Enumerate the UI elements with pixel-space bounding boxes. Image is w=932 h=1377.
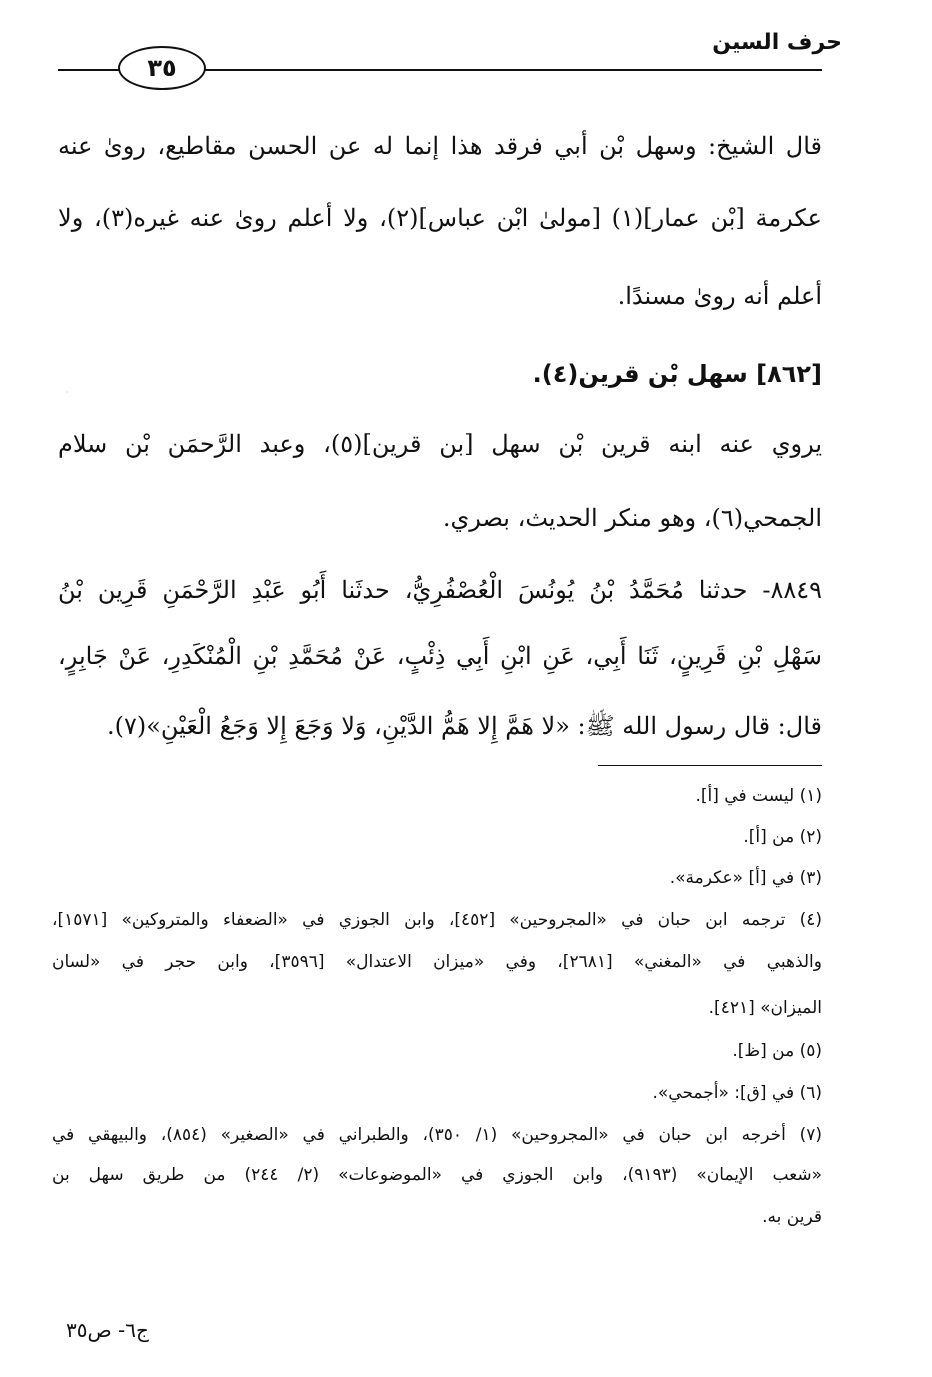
footnote-continuation: الميزان» [٤٢١].: [708, 998, 822, 1018]
footnote-separator: [598, 765, 822, 766]
body-line: الجمحي(٦)، وهو منكر الحديث، بصري.: [442, 504, 822, 532]
footnote: (٧) أخرجه ابن حبان في «المجروحين» (١/ ٣٥٠)، والطبراني في «الصغير» (٨٥٤)، والبيهقي في: [52, 1125, 823, 1145]
footnote: (٥) من [ظ].: [732, 1041, 822, 1061]
footnote: (٣) في [أ] «عكرمة».: [669, 868, 822, 888]
body-line: يروي عنه ابنه قرين بْن سهل [بن قرين](٥)، وعبد الرَّحمَن بْن سلام: [58, 430, 822, 458]
scan-speck: ·: [66, 388, 69, 397]
footnote-continuation: والذهبي في «المغني» [٢٦٨١]، وفي «ميزان الاعتدال» [٣٥٩٦]، وابن حجر في «لسان: [52, 952, 822, 972]
running-header: حرف السين: [712, 30, 842, 55]
footnote: (٢) من [أ].: [743, 827, 822, 847]
hadith-line: سَهْلِ بْنِ قَرِينٍ، ثَنَا أَبِي، عَنِ ابْنِ أَبِي ذِئْبٍ، عَنْ مُحَمَّدِ بْنِ الْمُنْكَدِرِ، عَنْ جَابِرٍ،: [58, 642, 822, 670]
body-line: أعلم أنه روىٰ مسندًا.: [617, 282, 822, 310]
hadith-line: ٨٨٤٩- حدثنا مُحَمَّدُ بْنُ يُونُسَ الْعُصْفُرِيُّ، حدثَنا أَبُو عَبْدِ الرَّحْمَنِ قَرِين بْنُ: [58, 576, 822, 604]
footnote: (٦) في [ق]: «أجمحي».: [652, 1083, 822, 1103]
page-number: ٣٥: [118, 46, 206, 90]
footer-signature: ج٦- ص٣٥: [66, 1318, 149, 1342]
entry-heading: [٨٦٢] سهل بْن قرين(٤).: [532, 360, 822, 388]
footnote: (١) ليست في [أ].: [695, 786, 822, 806]
footnote: (٤) ترجمه ابن حبان في «المجروحين» [٤٥٢]، وابن الجوزي في «الضعفاء والمتروكين» [١٥٧١]،: [52, 910, 823, 930]
footnote-continuation: «شعب الإيمان» (٩١٩٣)، وابن الجوزي في «الموضوعات» (٢/ ٢٤٤) من طريق سهل بن: [52, 1165, 822, 1185]
body-line: عكرمة [بْن عمار](١) [مولىٰ ابْن عباس](٢)، ولا أعلم روىٰ عنه غيره(٣)، ولا: [58, 204, 822, 232]
hadith-line: قال: قال رسول الله ﷺ: «لا هَمَّ إِلا هَمُّ الدَّيْنِ، وَلا وَجَعَ إِلا وَجَعُ الْعَيْنِ»(٧).: [106, 712, 822, 740]
footnote-continuation: قرين به.: [762, 1207, 822, 1227]
body-line: قال الشيخ: وسهل بْن أبي فرقد هذا إنما له عن الحسن مقاطيع، روىٰ عنه: [58, 132, 822, 160]
